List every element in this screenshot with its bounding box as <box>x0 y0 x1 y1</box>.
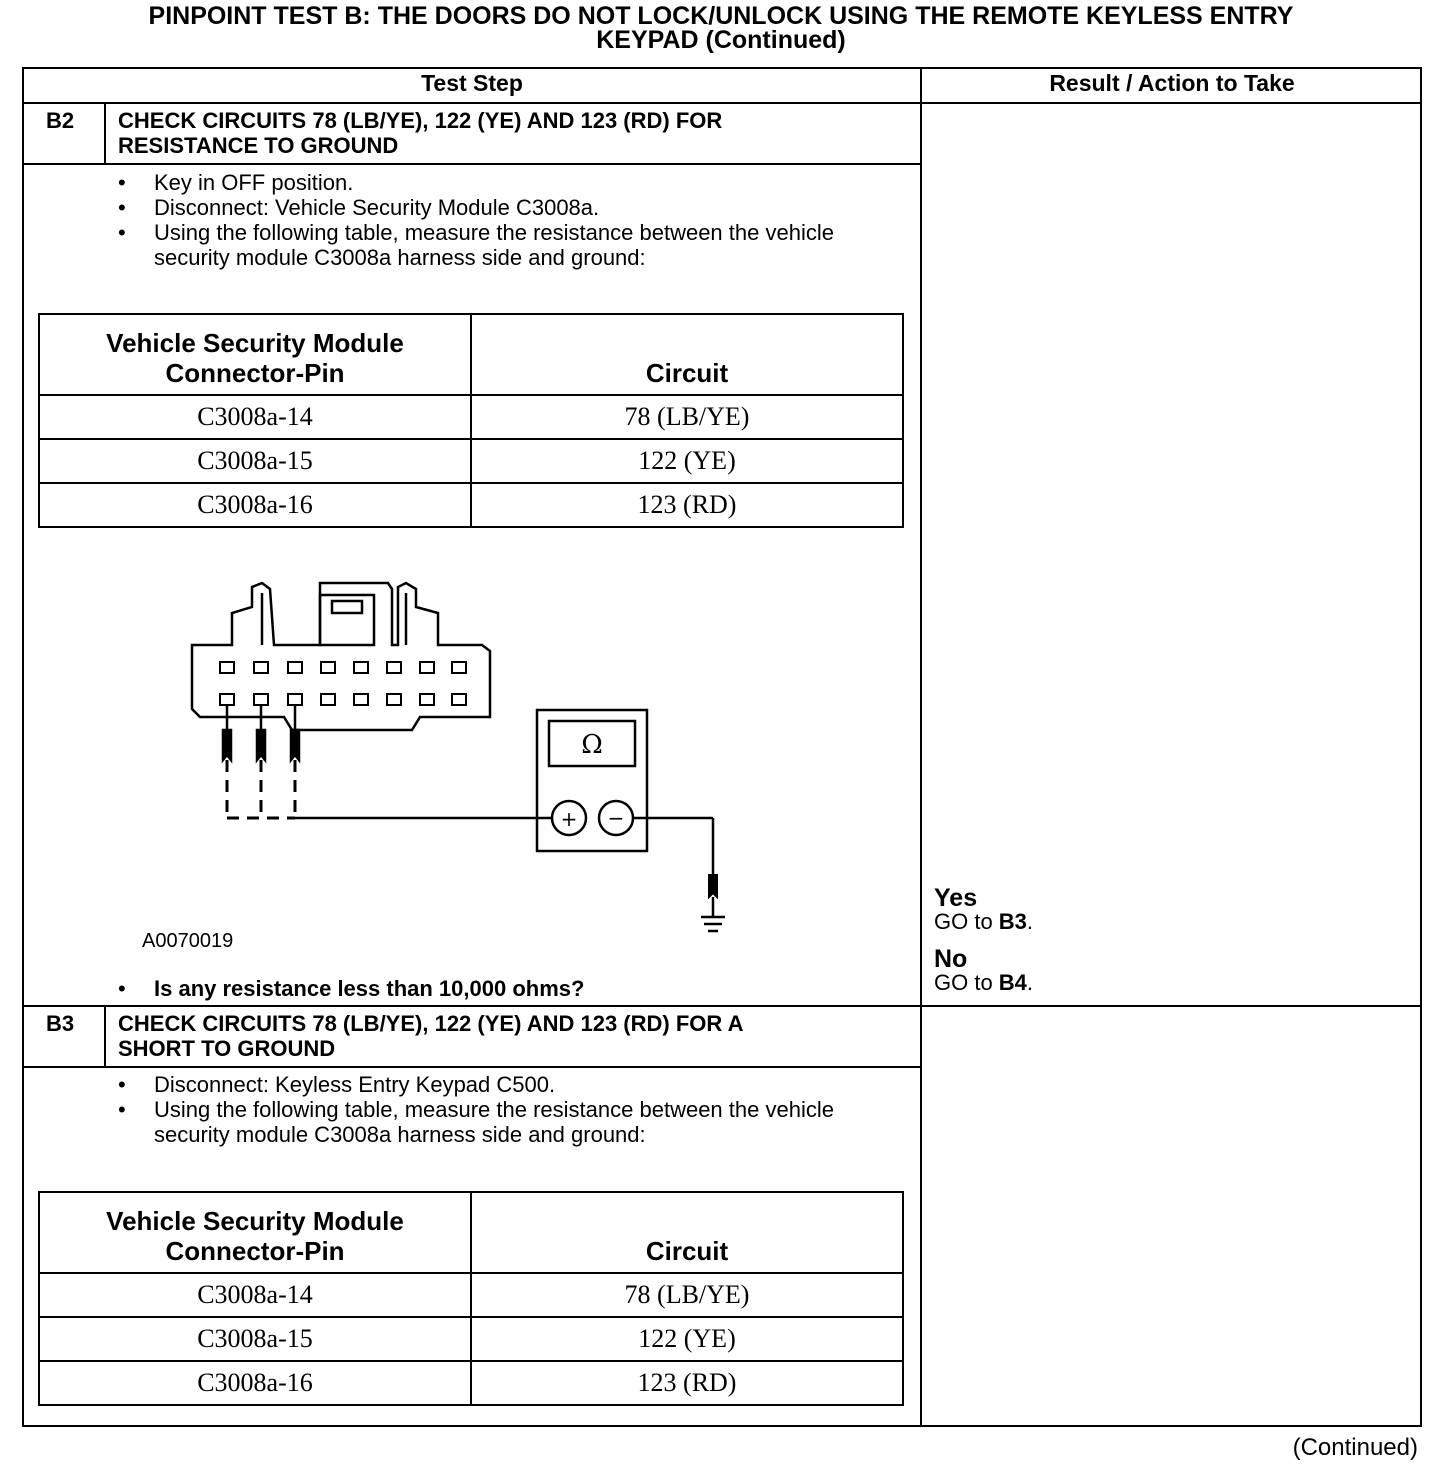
circuit-cell: 122 (YE) <box>471 1317 903 1361</box>
step-b2-question: • Is any resistance less than 10,000 ohms? <box>118 976 585 1001</box>
list-item: • Using the following table, measure the resistance between the vehicle security module C3008a harness side and ground: <box>112 1097 892 1147</box>
result-no-label: No <box>934 945 968 973</box>
circuit-column-header: Circuit <box>471 1192 903 1273</box>
result-no-action: GO to <box>934 970 999 995</box>
test-probes <box>223 705 299 760</box>
list-item: • Key in OFF position. <box>112 170 892 195</box>
table-row <box>39 483 903 527</box>
step-heading-b2-line1: CHECK CIRCUITS 78 (LB/YE), 122 (YE) AND 123 (RD) FOR <box>118 108 723 133</box>
result-yes-action: GO to <box>934 909 999 934</box>
plus-terminal: + <box>560 807 578 831</box>
header-result: Result / Action to Take <box>1049 70 1295 96</box>
pin-cell: C3008a-14 <box>39 395 471 439</box>
pin-header-line1: Vehicle Security Module <box>106 328 404 358</box>
circuit-cell: 123 (RD) <box>471 483 903 527</box>
pin-cell: C3008a-15 <box>39 1317 471 1361</box>
pin-table-b3 <box>38 1191 904 1406</box>
connector-pins <box>220 662 466 705</box>
b3-id-divider <box>104 1005 106 1068</box>
circuit-column-header: Circuit <box>471 314 903 395</box>
result-yes <box>934 886 1033 934</box>
step-heading-b2-line2: RESISTANCE TO GROUND <box>118 133 399 158</box>
table-row <box>39 1361 903 1405</box>
step-b3-instructions <box>112 1072 892 1147</box>
result-yes-label: Yes <box>934 884 978 912</box>
table-row <box>39 395 903 439</box>
minus-terminal: − <box>607 806 625 830</box>
step-heading-b3 <box>118 1011 908 1061</box>
step-id-b3: B3 <box>46 1011 75 1036</box>
pin-cell: C3008a-16 <box>39 483 471 527</box>
circuit-cell: 78 (LB/YE) <box>471 1273 903 1317</box>
list-item: • Using the following table, measure the resistance between the vehicle security module C3008a harness side and ground: <box>112 220 892 270</box>
continued-note: (Continued) <box>1292 1434 1418 1461</box>
result-no <box>934 947 1033 995</box>
table-row <box>39 1273 903 1317</box>
ground-probe <box>709 875 717 897</box>
table-row <box>39 439 903 483</box>
figure-id: A0070019 <box>142 930 234 952</box>
title-line-1: PINPOINT TEST B: THE DOORS DO NOT LOCK/UNLOCK USING THE REMOTE KEYLESS ENTRY <box>148 2 1294 30</box>
pin-column-header <box>39 314 471 395</box>
pin-header-line2: Connector-Pin <box>165 1236 345 1266</box>
list-item: • Disconnect: Vehicle Security Module C3008a. <box>112 195 892 220</box>
question-text: Is any resistance less than 10,000 ohms? <box>154 976 585 1001</box>
goto-b3-link[interactable]: B3 <box>998 909 1027 934</box>
b2-id-divider <box>104 102 106 165</box>
table-row <box>39 1317 903 1361</box>
step-b2-instructions <box>112 170 892 270</box>
circuit-cell: 78 (LB/YE) <box>471 395 903 439</box>
pin-header-line2: Connector-Pin <box>165 358 345 388</box>
pin-column-header <box>39 1192 471 1273</box>
pin-cell: C3008a-14 <box>39 1273 471 1317</box>
list-item: • Disconnect: Keyless Entry Keypad C500. <box>112 1072 892 1097</box>
step-heading-b3-line2: SHORT TO GROUND <box>118 1036 336 1061</box>
step-id-b2: B2 <box>46 108 75 133</box>
ohmmeter <box>295 710 725 931</box>
connector-ohmmeter-diagram <box>180 575 760 945</box>
probe-leads <box>227 760 295 818</box>
result-no-suffix: . <box>1026 970 1034 995</box>
result-yes-suffix: . <box>1026 909 1034 934</box>
pin-table-b2 <box>38 313 904 528</box>
connector-body <box>192 583 490 730</box>
b2-heading-divider <box>22 163 922 165</box>
title-line-2: KEYPAD (Continued) <box>596 26 846 54</box>
step-heading-b2 <box>118 108 908 158</box>
circuit-cell: 122 (YE) <box>471 439 903 483</box>
page-title <box>0 4 1442 52</box>
header-test-step: Test Step <box>421 70 523 96</box>
header-divider <box>22 102 1422 104</box>
step-heading-b3-line1: CHECK CIRCUITS 78 (LB/YE), 122 (YE) AND 123 (RD) FOR A <box>118 1011 744 1036</box>
circuit-cell: 123 (RD) <box>471 1361 903 1405</box>
pin-header-line1: Vehicle Security Module <box>106 1206 404 1236</box>
goto-b4-link[interactable]: B4 <box>998 970 1027 995</box>
ohm-symbol: Ω <box>581 730 603 760</box>
step-separator <box>22 1005 1422 1007</box>
b3-heading-divider <box>22 1066 922 1068</box>
pin-cell: C3008a-16 <box>39 1361 471 1405</box>
column-divider <box>920 67 922 1427</box>
pin-cell: C3008a-15 <box>39 439 471 483</box>
